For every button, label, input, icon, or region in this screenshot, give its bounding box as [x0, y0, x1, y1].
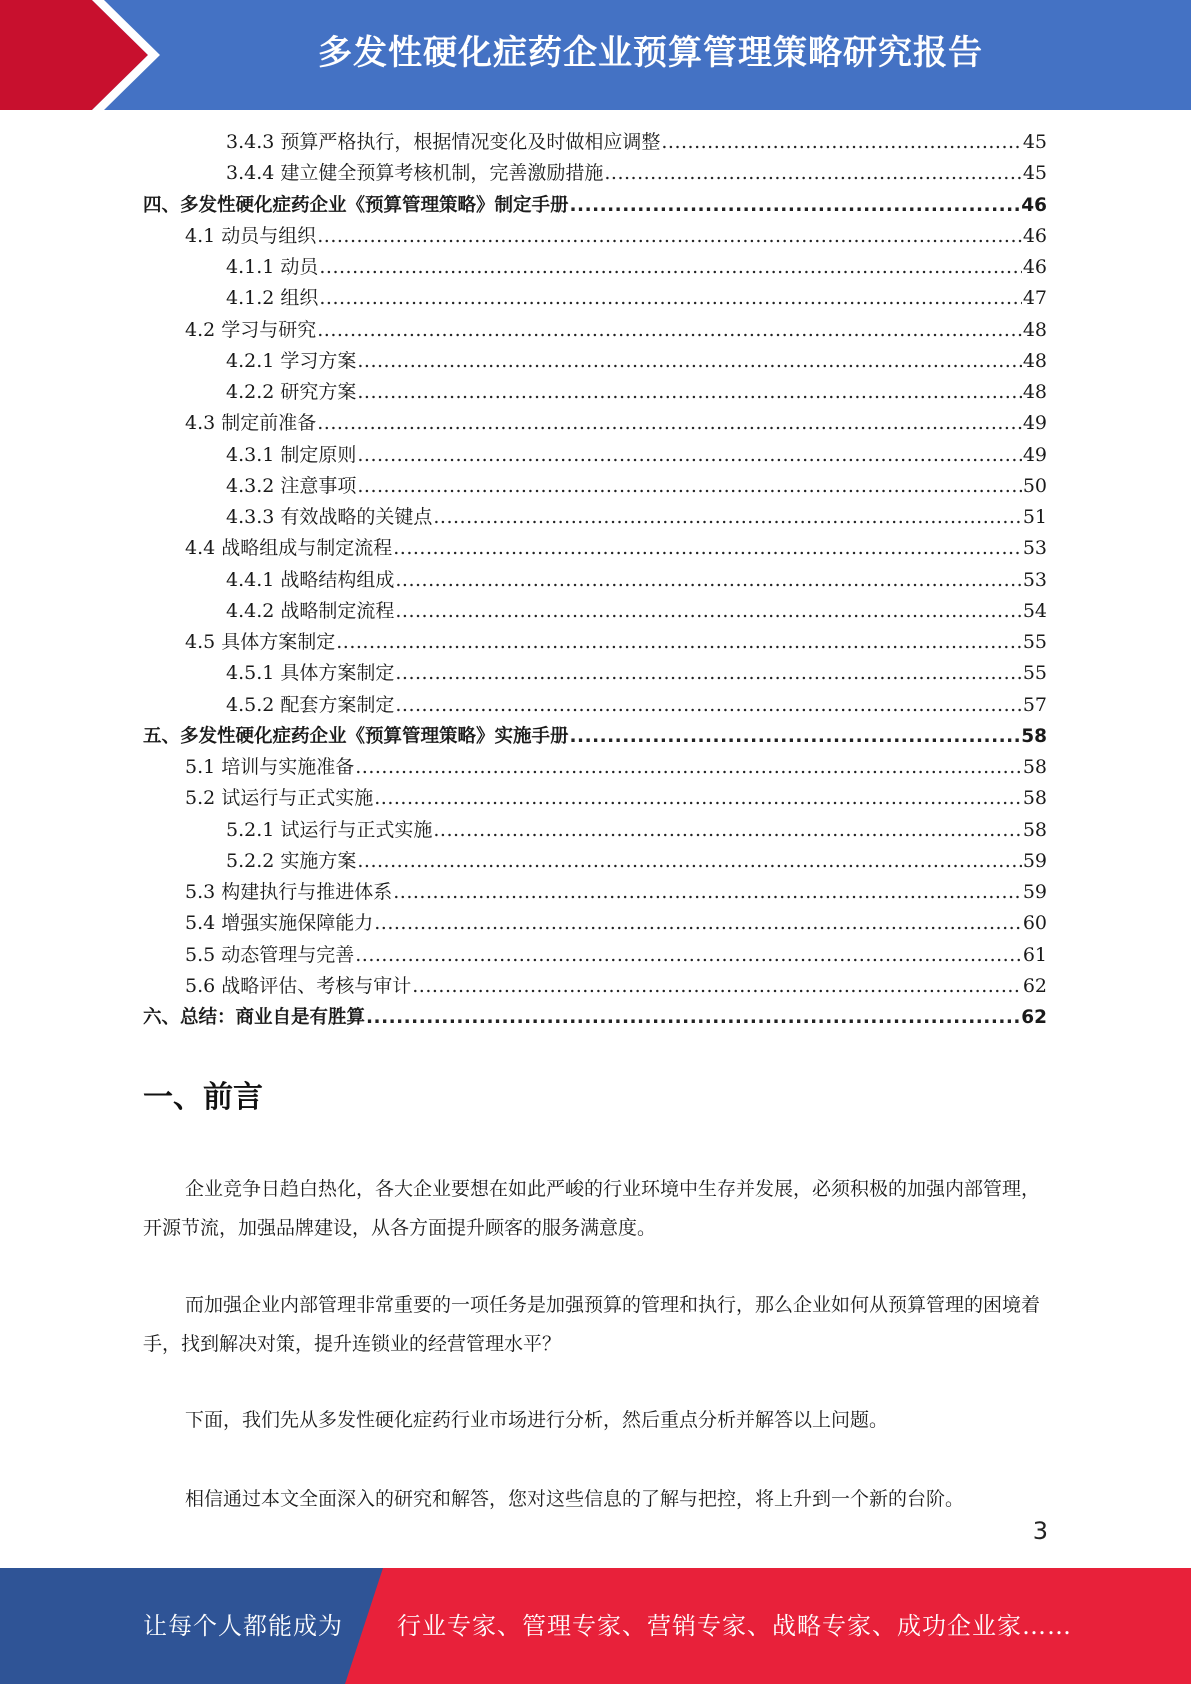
toc-entry[interactable] — [143, 533, 1047, 564]
toc-entry-page: 59 — [1022, 849, 1047, 872]
section-heading: 一、前言 — [143, 1080, 263, 1115]
toc-entry-title: 五、多发性硬化症药企业《预算管理策略》实施手册 — [143, 725, 569, 747]
toc-entry-page: 47 — [1022, 287, 1047, 310]
toc-entry[interactable] — [143, 377, 1047, 408]
toc-entry[interactable] — [143, 908, 1047, 939]
toc-entry[interactable] — [143, 877, 1047, 908]
page-footer — [0, 1568, 1191, 1684]
toc-leader-dots — [317, 221, 1022, 252]
toc-leader-dots — [393, 533, 1022, 564]
toc-entry[interactable] — [143, 408, 1047, 439]
toc-leader-dots — [604, 158, 1021, 189]
toc-entry-page: 62 — [1021, 1007, 1047, 1028]
toc-leader-dots — [317, 315, 1022, 346]
toc-entry-title: 4.1 动员与组织 — [185, 224, 317, 247]
footer-slogan-right: 行业专家、管理专家、营销专家、战略专家、成功企业家…… — [397, 1612, 1072, 1640]
toc-entry-page: 53 — [1022, 537, 1047, 560]
toc-entry[interactable] — [143, 471, 1047, 502]
toc-leader-dots — [319, 283, 1021, 314]
toc-entry-title: 5.2.2 实施方案 — [226, 849, 357, 872]
toc-entry-title: 4.3.2 注意事项 — [226, 474, 357, 497]
toc-entry-page: 48 — [1022, 318, 1047, 341]
toc-entry[interactable] — [143, 190, 1047, 221]
toc-entry-title: 3.4.3 预算严格执行，根据情况变化及时做相应调整 — [226, 131, 661, 153]
toc-entry[interactable] — [143, 1002, 1047, 1033]
toc-leader-dots — [393, 877, 1022, 908]
toc-entry-title: 5.2.1 试运行与正式实施 — [226, 818, 433, 841]
toc-entry-title: 4.3 制定前准备 — [185, 412, 317, 435]
toc-entry-page: 51 — [1022, 506, 1047, 528]
toc-leader-dots — [355, 940, 1022, 971]
toc-leader-dots — [336, 627, 1022, 658]
table-of-contents — [143, 127, 1047, 1033]
toc-entry-title: 4.3.1 制定原则 — [226, 443, 357, 466]
toc-entry-page: 50 — [1022, 474, 1047, 497]
toc-entry[interactable] — [143, 627, 1047, 658]
toc-entry-title: 4.5 具体方案制定 — [185, 631, 336, 653]
toc-entry-page: 53 — [1022, 568, 1047, 591]
toc-entry[interactable] — [143, 690, 1047, 721]
toc-entry-title: 5.6 战略评估、考核与审计 — [185, 974, 412, 997]
toc-leader-dots — [319, 252, 1021, 283]
toc-entry[interactable] — [143, 815, 1047, 846]
toc-leader-dots — [374, 908, 1022, 939]
paragraph: 企业竞争日趋白热化，各大企业要想在如此严峻的行业环境中生存并发展，必须积极的加强内部管理，开源节流，加强品牌建设，从各方面提升顾客的服务满意度。 — [143, 1178, 1041, 1239]
toc-entry[interactable] — [143, 721, 1047, 752]
toc-entry-title: 5.2 试运行与正式实施 — [185, 787, 374, 810]
toc-entry-title: 4.4.1 战略结构组成 — [226, 568, 395, 591]
toc-entry-title: 5.1 培训与实施准备 — [185, 756, 355, 778]
toc-entry-page: 45 — [1022, 162, 1047, 185]
toc-entry-page: 46 — [1021, 194, 1047, 216]
toc-leader-dots — [355, 752, 1022, 783]
toc-entry[interactable] — [143, 565, 1047, 596]
chevron-arrow-icon — [0, 0, 160, 110]
paragraph: 下面，我们先从多发性硬化症药行业市场进行分析，然后重点分析并解答以上问题。 — [185, 1409, 889, 1431]
toc-entry[interactable] — [143, 221, 1047, 252]
toc-entry[interactable] — [143, 783, 1047, 814]
toc-entry-title: 4.3.3 有效战略的关键点 — [226, 506, 433, 528]
toc-entry[interactable] — [143, 158, 1047, 189]
toc-entry-page: 58 — [1022, 756, 1047, 778]
toc-entry[interactable] — [143, 940, 1047, 971]
toc-entry[interactable] — [143, 252, 1047, 283]
toc-entry[interactable] — [143, 658, 1047, 689]
toc-entry-title: 4.2.1 学习方案 — [226, 349, 357, 372]
toc-leader-dots — [357, 377, 1021, 408]
toc-leader-dots — [433, 815, 1021, 846]
toc-entry-page: 58 — [1021, 725, 1047, 747]
toc-entry-title: 4.2.2 研究方案 — [226, 381, 357, 403]
toc-leader-dots — [357, 346, 1021, 377]
toc-entry-page: 54 — [1022, 599, 1047, 622]
toc-leader-dots — [395, 565, 1021, 596]
toc-leader-dots — [570, 190, 1021, 221]
toc-leader-dots — [357, 471, 1021, 502]
toc-leader-dots — [570, 721, 1021, 752]
toc-entry-title: 5.5 动态管理与完善 — [185, 943, 355, 966]
toc-entry-page: 55 — [1022, 662, 1047, 685]
toc-entry-page: 48 — [1022, 349, 1047, 372]
toc-entry-title: 4.1.2 组织 — [226, 287, 319, 310]
toc-entry[interactable] — [143, 440, 1047, 471]
toc-entry-page: 49 — [1022, 443, 1047, 466]
toc-entry-page: 48 — [1022, 381, 1047, 403]
toc-entry-page: 62 — [1022, 974, 1047, 997]
toc-entry-page: 46 — [1022, 256, 1047, 278]
toc-entry-title: 4.4 战略组成与制定流程 — [185, 537, 393, 560]
toc-leader-dots — [395, 690, 1021, 721]
toc-entry-title: 4.1.1 动员 — [226, 256, 319, 278]
toc-leader-dots — [357, 440, 1021, 471]
toc-entry-page: 45 — [1022, 131, 1047, 153]
toc-leader-dots — [395, 658, 1021, 689]
toc-leader-dots — [374, 783, 1022, 814]
toc-entry[interactable] — [143, 346, 1047, 377]
toc-entry[interactable] — [143, 971, 1047, 1002]
toc-entry-page: 59 — [1022, 881, 1047, 903]
toc-entry-page: 49 — [1022, 412, 1047, 435]
toc-leader-dots — [395, 596, 1021, 627]
toc-leader-dots — [366, 1002, 1020, 1033]
toc-entry-page: 60 — [1022, 912, 1047, 935]
toc-entry[interactable] — [143, 127, 1047, 158]
toc-entry-page: 55 — [1022, 631, 1047, 653]
toc-entry-title: 5.4 增强实施保障能力 — [185, 912, 374, 935]
toc-entry[interactable] — [143, 752, 1047, 783]
toc-entry-page: 46 — [1022, 224, 1047, 247]
toc-entry[interactable] — [143, 315, 1047, 346]
toc-leader-dots — [661, 127, 1021, 158]
toc-entry-title: 5.3 构建执行与推进体系 — [185, 881, 393, 903]
toc-entry-title: 4.4.2 战略制定流程 — [226, 599, 395, 622]
paragraph: 相信通过本文全面深入的研究和解答，您对这些信息的了解与把控，将上升到一个新的台阶。 — [185, 1488, 965, 1510]
toc-entry-page: 61 — [1022, 943, 1047, 966]
footer-slogan-left: 让每个人都能成为 — [143, 1612, 343, 1640]
toc-entry[interactable] — [143, 283, 1047, 314]
toc-entry-title: 4.5.2 配套方案制定 — [226, 693, 395, 716]
paragraph: 而加强企业内部管理非常重要的一项任务是加强预算的管理和执行，那么企业如何从预算管理的困境着手，找到解决对策，提升连锁业的经营管理水平？ — [143, 1294, 1041, 1355]
page-number: 3 — [1032, 1517, 1048, 1545]
toc-entry-title: 3.4.4 建立健全预算考核机制，完善激励措施 — [226, 162, 604, 185]
toc-leader-dots — [412, 971, 1022, 1002]
toc-entry-page: 57 — [1022, 693, 1047, 716]
toc-entry-title: 六、总结：商业自是有胜算 — [143, 1007, 366, 1028]
toc-entry-title: 4.5.1 具体方案制定 — [226, 662, 395, 685]
document-title: 多发性硬化症药企业预算管理策略研究报告 — [318, 33, 983, 73]
toc-entry-title: 四、多发性硬化症药企业《预算管理策略》制定手册 — [143, 194, 569, 216]
toc-entry-page: 58 — [1022, 787, 1047, 810]
toc-entry[interactable] — [143, 502, 1047, 533]
toc-leader-dots — [357, 846, 1021, 877]
toc-leader-dots — [433, 502, 1021, 533]
toc-entry-page: 58 — [1022, 818, 1047, 841]
page-header — [0, 0, 1191, 110]
toc-entry[interactable] — [143, 846, 1047, 877]
toc-entry[interactable] — [143, 596, 1047, 627]
toc-leader-dots — [317, 408, 1022, 439]
toc-entry-title: 4.2 学习与研究 — [185, 318, 317, 341]
